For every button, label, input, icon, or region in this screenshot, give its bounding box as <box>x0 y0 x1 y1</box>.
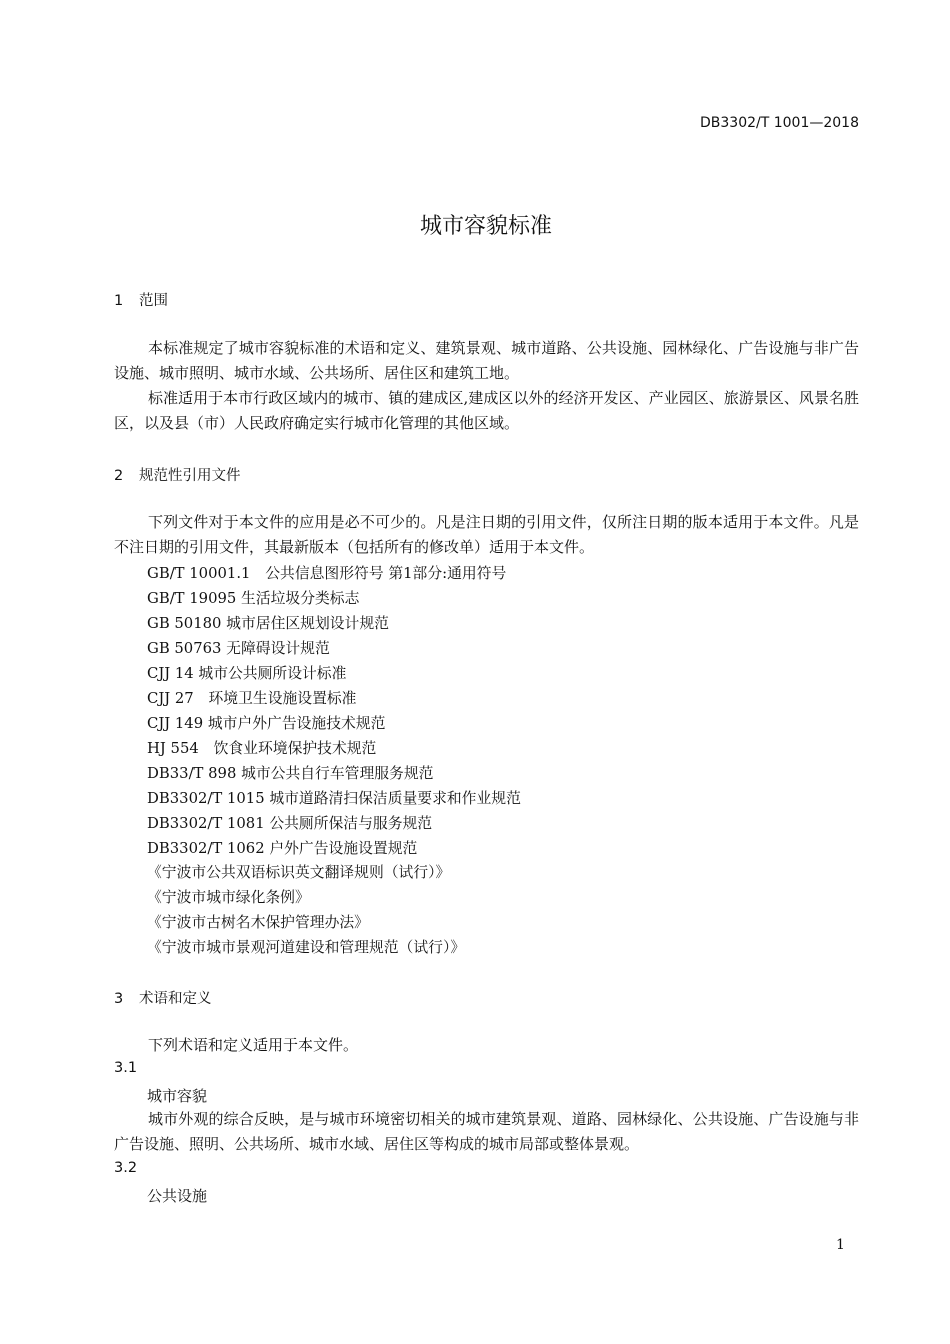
reference-item: 《宁波市城市绿化条例》 <box>147 889 310 906</box>
page-number: 1 <box>836 1237 845 1253</box>
reference-item: DB3302/T 1062 户外广告设施设置规范 <box>147 840 418 857</box>
reference-item: HJ 554 饮食业环境保护技术规范 <box>147 740 377 757</box>
section-heading-terms-definitions <box>114 987 212 1008</box>
reference-item: CJJ 14 城市公共厕所设计标准 <box>147 665 347 682</box>
reference-item: 《宁波市城市景观河道建设和管理规范（试行）》 <box>147 939 466 956</box>
reference-item: GB/T 19095 生活垃圾分类标志 <box>147 590 360 607</box>
subclause-number: 3.2 <box>114 1160 138 1176</box>
reference-item: CJJ 27 环境卫生设施设置标准 <box>147 690 357 707</box>
reference-item: GB 50180 城市居住区规划设计规范 <box>147 615 389 632</box>
page-title: 城市容貌标准 <box>419 214 552 239</box>
term-name: 公共设施 <box>147 1187 208 1205</box>
term-definition: 城市外观的综合反映，是与城市环境密切相关的城市建筑景观、道路、园林绿化、公共设施、广告设施与非广告设施、照明、公共场所、城市水域、居住区等构成的城市局部或整体景观。 <box>114 1110 859 1153</box>
reference-item: 《宁波市公共双语标识英文翻译规则（试行）》 <box>147 864 451 881</box>
subclause-number: 3.1 <box>114 1060 138 1076</box>
scope-paragraph-2: 标准适用于本市行政区域内的城市、镇的建成区,建成区以外的经济开发区、产业园区、旅游景区、风景名胜区，以及县（市）人民政府确定实行城市化管理的其他区域。 <box>114 389 859 432</box>
section-title: 规范性引用文件 <box>139 468 241 484</box>
reference-item: GB 50763 无障碍设计规范 <box>147 640 330 657</box>
section-title: 术语和定义 <box>139 991 212 1007</box>
terms-intro-paragraph: 下列术语和定义适用于本文件。 <box>148 1036 359 1054</box>
section-heading-normative-references <box>114 464 241 485</box>
reference-item: DB3302/T 1015 城市道路清扫保洁质量要求和作业规范 <box>147 790 521 807</box>
reference-item: DB3302/T 1081 公共厕所保洁与服务规范 <box>147 815 433 832</box>
section-number: 1 <box>114 293 124 309</box>
section-heading-scope <box>114 289 168 310</box>
section-title: 范围 <box>139 293 168 309</box>
term-name: 城市容貌 <box>147 1087 208 1105</box>
reference-item: CJJ 149 城市户外广告设施技术规范 <box>147 715 386 732</box>
reference-item: DB33/T 898 城市公共自行车管理服务规范 <box>147 765 434 782</box>
section-number: 2 <box>114 468 124 484</box>
reference-item: GB/T 10001.1 公共信息图形符号 第1部分:通用符号 <box>147 565 507 582</box>
reference-item: 《宁波市古树名木保护管理办法》 <box>147 914 369 931</box>
scope-paragraph-1: 本标准规定了城市容貌标准的术语和定义、建筑景观、城市道路、公共设施、园林绿化、广告设施与非广告设施、城市照明、城市水域、公共场所、居住区和建筑工地。 <box>114 339 859 382</box>
normative-intro-paragraph: 下列文件对于本文件的应用是必不可少的。凡是注日期的引用文件，仅所注日期的版本适用于本文件。凡是不注日期的引用文件，其最新版本（包括所有的修改单）适用于本文件。 <box>114 513 859 556</box>
section-number: 3 <box>114 991 124 1007</box>
document-code: DB3302/T 1001—2018 <box>700 115 859 131</box>
